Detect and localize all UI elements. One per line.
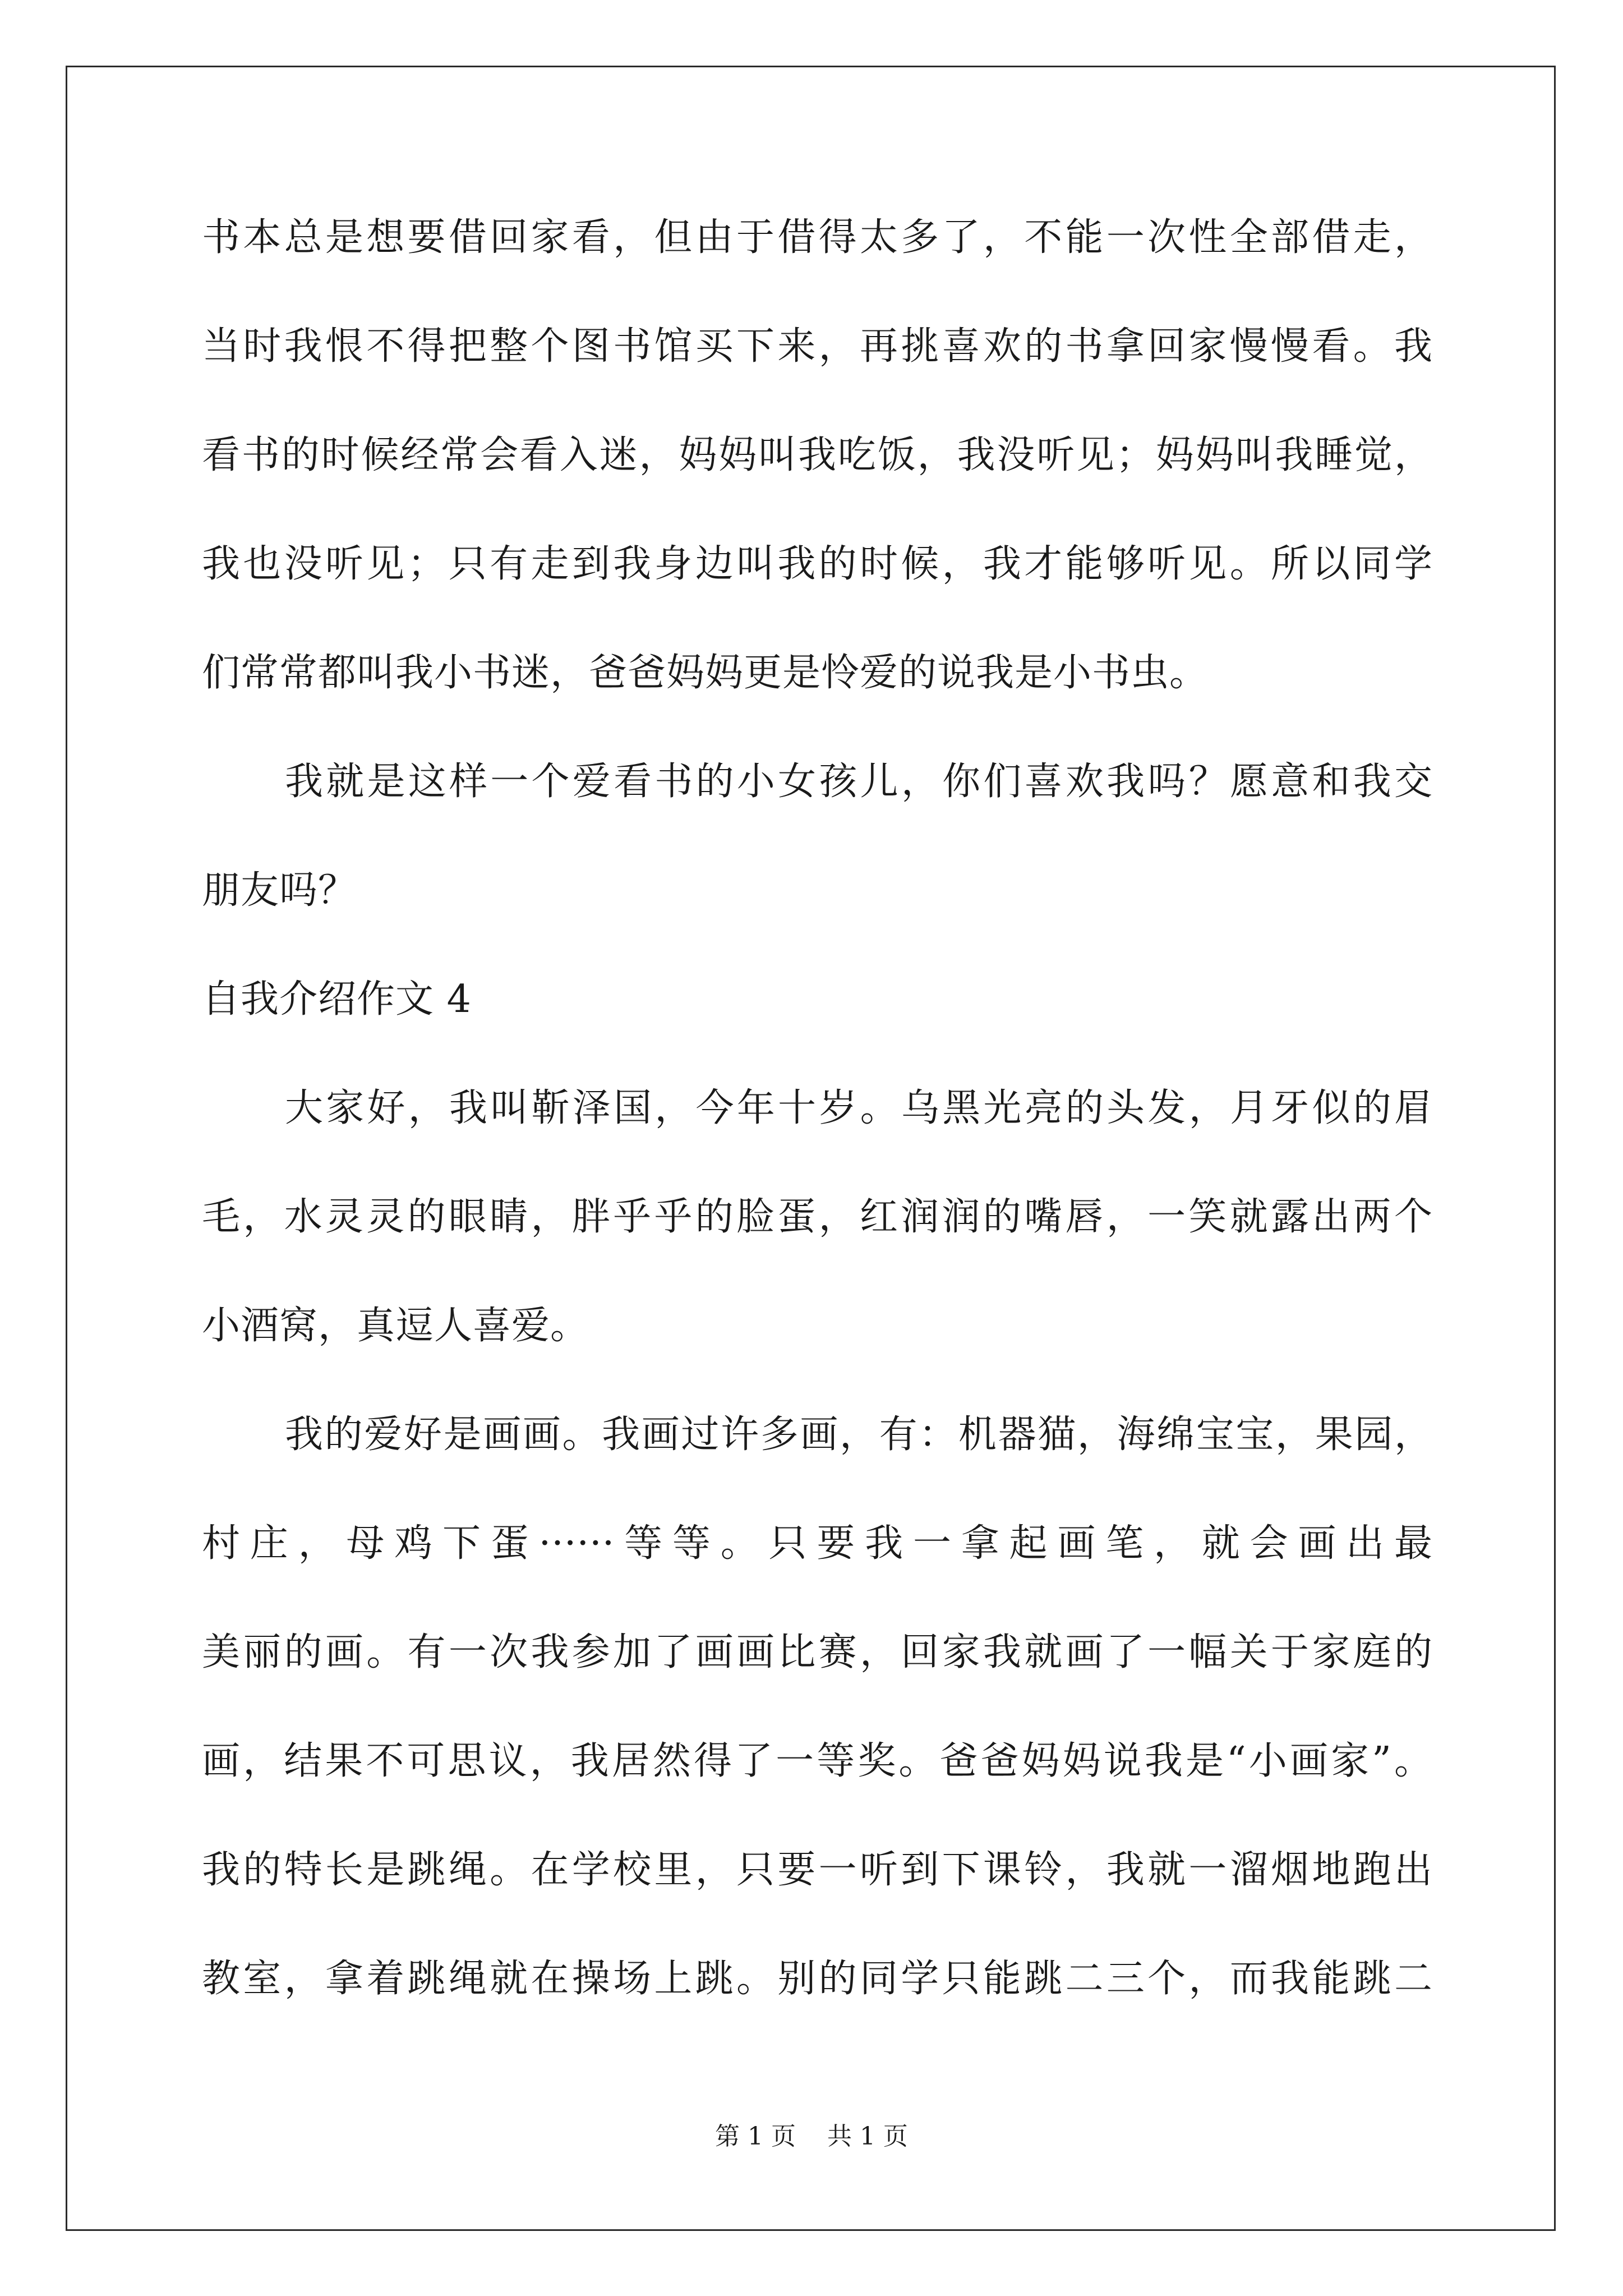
page-count: 共 1 页: [827, 2122, 908, 2151]
text-line: 教室，拿着跳绳就在操场上跳。别的同学只能跳二三个，而我能跳二: [202, 1957, 1433, 2001]
text-line: 我就是这样一个爱看书的小女孩儿，你们喜欢我吗？愿意和我交: [285, 760, 1433, 804]
text-line: 当时我恨不得把整个图书馆买下来，再挑喜欢的书拿回家慢慢看。我: [202, 324, 1433, 369]
document-body: [202, 215, 1433, 2069]
text-line: 我也没听见；只有走到我身边叫我的时候，我才能够听见。所以同学: [202, 542, 1433, 586]
text-line: 书本总是想要借回家看，但由于借得太多了，不能一次性全部借走，: [202, 215, 1433, 260]
text-line: 我的特长是跳绳。在学校里，只要一听到下课铃，我就一溜烟地跑出: [202, 1848, 1433, 1892]
text-line: 美丽的画。有一次我参加了画画比赛，回家我就画了一幅关于家庭的: [202, 1630, 1433, 1674]
text-line: 我的爱好是画画。我画过许多画，有：机器猫，海绵宝宝，果园，: [285, 1412, 1433, 1457]
section-heading: 自我介绍作文 4: [202, 977, 472, 1022]
page-number: 第 1 页: [715, 2122, 796, 2151]
text-line: 画，结果不可思议，我居然得了一等奖。爸爸妈妈说我是“小画家”。: [202, 1739, 1433, 1783]
text-line: 小酒窝，真逗人喜爱。: [202, 1304, 589, 1348]
text-line: 朋友吗？: [202, 868, 357, 913]
page-footer: [0, 2124, 1623, 2149]
text-line: 毛，水灵灵的眼睛，胖乎乎的脸蛋，红润润的嘴唇，一笑就露出两个: [202, 1195, 1433, 1239]
text-line: 看书的时候经常会看入迷，妈妈叫我吃饭，我没听见；妈妈叫我睡觉，: [202, 433, 1433, 477]
text-line: 大家好，我叫靳泽国，今年十岁。乌黑光亮的头发，月牙似的眉: [285, 1086, 1433, 1130]
text-line: 村庄，母鸡下蛋······等等。只要我一拿起画笔，就会画出最: [202, 1521, 1433, 1566]
text-line: 们常常都叫我小书迷，爸爸妈妈更是怜爱的说我是小书虫。: [202, 651, 1209, 695]
